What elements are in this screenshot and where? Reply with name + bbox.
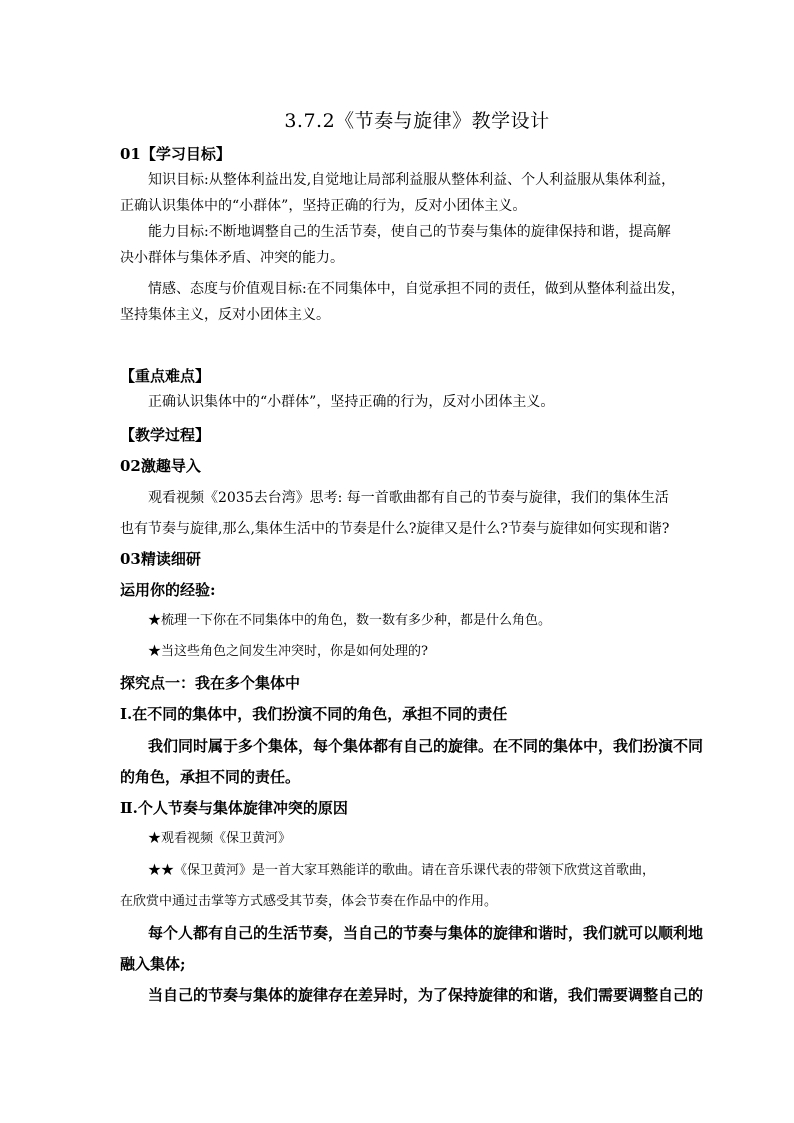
bold-paragraph-1-line-2: 的角色，承担不同的责任。: [120, 768, 301, 786]
goal-ability-line-2: 决小群体与集体矛盾、冲突的能力。: [120, 250, 344, 266]
star-item-4-line-1: ★★《保卫黄河》是一首大家耳熟能详的歌曲。请在音乐课代表的带领下欣赏这首歌曲，: [148, 863, 656, 878]
bold-paragraph-1-line-1: 我们同时属于多个集体，每个集体都有自己的旋律。在不同的集体中，我们扮演不同: [148, 737, 704, 755]
bold-paragraph-3-line-1: 当自己的节奏与集体的旋律存在差异时，为了保持旋律的和谐，我们需要调整自己的: [148, 986, 704, 1004]
key-text: 正确认识集体中的“小群体”，坚持正确的行为，反对小团体主义。: [148, 394, 555, 410]
goal-emotion-line-1: 情感、态度与价值观目标:在不同集体中，自觉承担不同的责任，做到从整体利益出发，: [148, 281, 685, 297]
point-heading-2: Ⅱ.个人节奏与集体旋律冲突的原因: [120, 799, 348, 817]
section-read-heading: 03精读细研: [120, 550, 201, 568]
section-goals-heading: 01【学习目标】: [120, 145, 231, 163]
goal-ability-line-1: 能力目标:不断地调整自己的生活节奏，使自己的节奏与集体的旋律保持和谐，提高解: [148, 224, 671, 240]
intro-line-2: 也有节奏与旋律,那么,集体生活中的节奏是什么?旋律又是什么?节奏与旋律如何实现和谐?: [120, 521, 670, 537]
bold-paragraph-2-line-2: 融入集体;: [120, 955, 186, 973]
section-process-heading: 【教学过程】: [120, 426, 211, 444]
goal-knowledge-line-2: 正确认识集体中的“小群体”，坚持正确的行为，反对小团体主义。: [120, 198, 527, 214]
intro-line-1: 观看视频《2035去台湾》思考: 每一首歌曲都有自己的节奏与旋律，我们的集体生活: [148, 490, 669, 506]
section-intro-heading: 02激趣导入: [120, 457, 201, 475]
goal-emotion-line-2: 坚持集体主义，反对小团体主义。: [120, 307, 330, 323]
star-item-4-line-2: 在欣赏中通过击掌等方式感受其节奏，体会节奏在作品中的作用。: [120, 894, 498, 909]
use-experience-heading: 运用你的经验:: [120, 581, 216, 599]
star-item-3: ★观看视频《保卫黄河》: [148, 831, 292, 846]
document-title: 3.7.2《节奏与旋律》教学设计: [284, 110, 550, 132]
explore-heading-1: 探究点一：我在多个集体中: [120, 674, 301, 692]
bold-paragraph-2-line-1: 每个人都有自己的生活节奏，当自己的节奏与集体的旋律和谐时，我们就可以顺利地: [148, 924, 704, 942]
point-heading-1: Ⅰ.在不同的集体中，我们扮演不同的角色，承担不同的责任: [120, 705, 508, 723]
star-item-2: ★当这些角色之间发生冲突时，你是如何处理的?: [148, 644, 428, 659]
star-item-1: ★梳理一下你在不同集体中的角色，数一数有多少种，都是什么角色。: [148, 613, 552, 628]
section-key-heading: 【重点难点】: [120, 367, 211, 385]
goal-knowledge-line-1: 知识目标:从整体利益出发,自觉地让局部利益服从整体利益、个人利益服从集体利益，: [148, 172, 676, 188]
